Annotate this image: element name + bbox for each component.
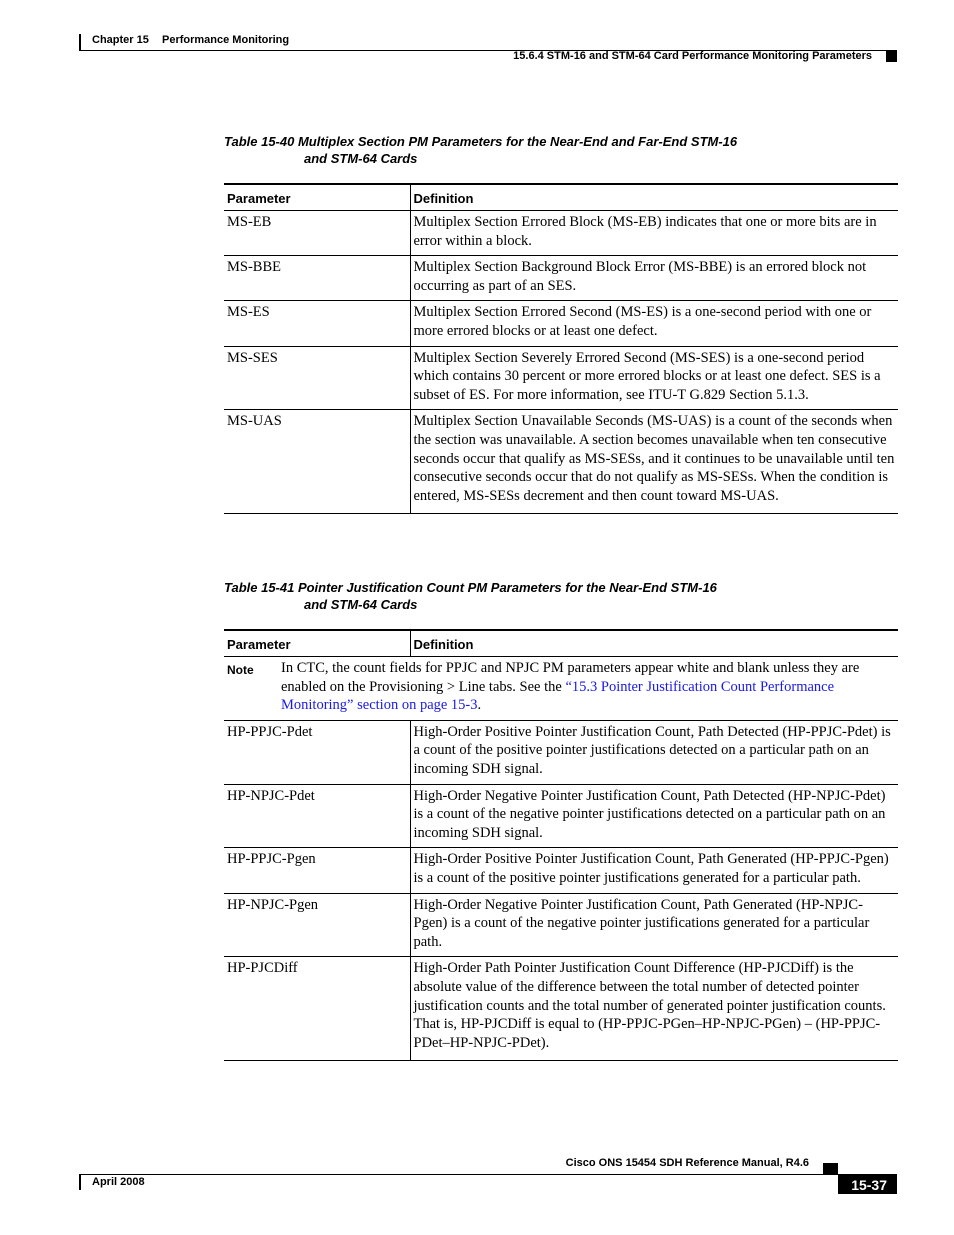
note-text-after: . xyxy=(477,697,482,714)
param-cell: MS-UAS xyxy=(224,410,410,514)
param-cell: HP-PPJC-Pdet xyxy=(224,720,410,784)
param-cell: MS-SES xyxy=(224,346,410,410)
param-cell: HP-NPJC-Pgen xyxy=(224,893,410,957)
note-label: Note xyxy=(227,663,254,677)
table-row xyxy=(224,410,898,514)
table-row xyxy=(224,256,898,301)
note-text xyxy=(281,659,898,715)
table2-header-row xyxy=(224,630,898,657)
table-row xyxy=(224,893,898,957)
table2-caption xyxy=(224,579,717,613)
definition-cell: Multiplex Section Severely Errored Second (MS-SES) is a one-second period which contains 30 percent or more errored blocks or at least one defect. SES is a subset of ES. For more information, see ITU-T G.829 Section 5.1.3. xyxy=(410,346,898,410)
header-marker xyxy=(886,51,897,62)
publication-date: April 2008 xyxy=(92,1176,145,1188)
definition-cell: High-Order Positive Pointer Justification Count, Path Generated (HP-PPJC-Pgen) is a count of the positive pointer justifications generated for a particular path. xyxy=(410,848,898,893)
manual-title: Cisco ONS 15454 SDH Reference Manual, R4.6 xyxy=(565,1157,809,1169)
param-cell: HP-NPJC-Pdet xyxy=(224,784,410,848)
definition-cell: Multiplex Section Errored Second (MS-ES) is a one-second period with one or more errored blocks or at least one defect. xyxy=(410,301,898,346)
column-header-parameter: Parameter xyxy=(224,630,410,657)
header-rule-vertical xyxy=(79,34,81,50)
definition-cell: High-Order Path Pointer Justification Count Difference (HP-PJCDiff) is the absolute value of the difference between the total number of detected pointer justification counts and the total number of generated pointer justification counts. That is, HP-PJCDiff is equal to (HP-PPJC-PGen–HP-NPJC-PGen) – (HP-PPJC-PDet–HP-NPJC-PDet). xyxy=(410,957,898,1061)
table2-caption-line2: and STM-64 Cards xyxy=(304,597,418,612)
param-cell: MS-EB xyxy=(224,211,410,256)
param-cell: MS-ES xyxy=(224,301,410,346)
definition-cell: Multiplex Section Errored Block (MS-EB) indicates that one or more bits are in error within a block. xyxy=(410,211,898,256)
footer-rule-vertical xyxy=(79,1174,81,1190)
table-row xyxy=(224,301,898,346)
definition-cell: High-Order Negative Pointer Justification Count, Path Generated (HP-NPJC-Pgen) is a count of the negative pointer justifications generated for a particular path. xyxy=(410,893,898,957)
table-row xyxy=(224,957,898,1061)
definition-cell: High-Order Positive Pointer Justification Count, Path Detected (HP-PPJC-Pdet) is a count of the positive pointer justifications detected on a particular path on an incoming SDH signal. xyxy=(410,720,898,784)
note-row xyxy=(224,657,898,721)
definition-cell: Multiplex Section Background Block Error (MS-BBE) is an errored block not occurring as part of an SES. xyxy=(410,256,898,301)
table-row xyxy=(224,211,898,256)
table1-caption-line1: Table 15-40 Multiplex Section PM Parameters for the Near-End and Far-End STM-16 xyxy=(224,134,738,149)
page-number: 15-37 xyxy=(851,1177,887,1193)
column-header-definition: Definition xyxy=(410,184,898,211)
table-row xyxy=(224,784,898,848)
definition-cell: High-Order Negative Pointer Justification Count, Path Detected (HP-NPJC-Pdet) is a count of the negative pointer justifications detected on a particular path on an incoming SDH signal. xyxy=(410,784,898,848)
table1-caption-line2: and STM-64 Cards xyxy=(304,151,418,166)
table2 xyxy=(224,629,898,1061)
param-cell: HP-PPJC-Pgen xyxy=(224,848,410,893)
definition-cell: Multiplex Section Unavailable Seconds (MS-UAS) is a count of the seconds when the section was unavailable. A section becomes unavailable when ten consecutive seconds occur that qualify as MS-SESs, and it continues to be unavailable until ten consecutive seconds occur that do not qualify as MS-SESs. When the condition is entered, MS-SESs decrement and then count toward MS-UAS. xyxy=(410,410,898,514)
param-cell: MS-BBE xyxy=(224,256,410,301)
note-text-before: In CTC, the count fields for PPJC and NPJC PM parameters appear white and blank unless they are enabled on the Provisioning > Line tabs. See the xyxy=(281,660,860,695)
table-row xyxy=(224,720,898,784)
cross-reference-link[interactable]: “15.3 Pointer Justification Count Performance Monitoring” section on page 15-3 xyxy=(281,678,835,714)
table-row xyxy=(224,346,898,410)
table-row xyxy=(224,848,898,893)
column-header-parameter: Parameter xyxy=(224,184,410,211)
page-number-box xyxy=(838,1174,897,1194)
table1-caption xyxy=(224,133,737,167)
note-cell xyxy=(224,657,898,721)
footer-rule xyxy=(79,1174,839,1175)
table2-caption-line1: Table 15-41 Pointer Justification Count PM Parameters for the Near-End STM-16 xyxy=(224,580,717,595)
chapter-label: Chapter 15 xyxy=(92,34,149,46)
chapter-title: Performance Monitoring xyxy=(162,34,290,46)
table1 xyxy=(224,183,898,514)
table1-header-row xyxy=(224,184,898,211)
column-header-definition: Definition xyxy=(410,630,898,657)
footer-marker xyxy=(823,1163,838,1174)
param-cell: HP-PJCDiff xyxy=(224,957,410,1061)
section-title: 15.6.4 STM-16 and STM-64 Card Performance Monitoring Parameters xyxy=(513,50,872,62)
